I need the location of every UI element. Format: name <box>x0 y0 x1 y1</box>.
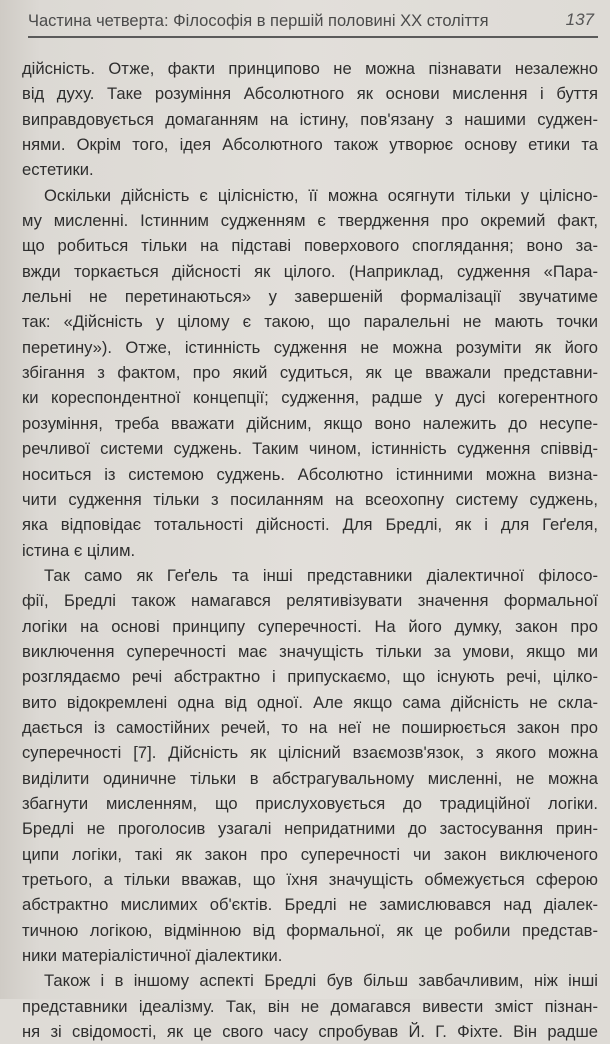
text-line: лельні не перетинаються» у завершеній формалізації звучатиме <box>22 287 598 307</box>
text-line: виділити одиничне тільки в абстрагувальному мисленні, не можна <box>22 768 598 788</box>
text-line: істина є цілим. <box>22 540 136 560</box>
text-line: яка відповідає тотальності дійсності. Для Бредлі, як і для Геґеля, <box>22 515 598 535</box>
text-line: чити судження тільки з посиланням на всеохопну систему суджень, <box>22 489 598 509</box>
chapter-title: Частина четверта: Філософія в першій половині XX століття <box>28 12 489 30</box>
text-line: виправдовується домаганням на істину, пов'язану з нашими суджен- <box>22 109 598 129</box>
text-line: перетину»). Отже, істинність судження не можна розуміти як його <box>22 337 598 357</box>
text-line: Бредлі не проголосив узагалі непридатними до застосування прин- <box>22 819 598 839</box>
text-line: му мисленні. Істинним судженням є твердження про окремий факт, <box>22 211 598 231</box>
text-line: збагнути мисленням, що прислуховується до традиційної логіки. <box>22 793 598 813</box>
text-line: так: «Дійсність у цілому є такою, що паралельні не мають точки <box>22 312 598 332</box>
text-line: суперечності [7]. Дійсність як цілісний взаємозв'язок, з якого можна <box>22 743 598 763</box>
text-line: дійсність. Отже, факти принципово не можна пізнавати незалежно <box>22 59 598 78</box>
text-line: виключення суперечності має значущість тільки за умови, якщо ми <box>22 641 598 661</box>
text-line: вито відокремлені одна від одної. Але якщо сама дійсність не скла- <box>22 692 598 712</box>
text-line: збігання з фактом, про який судиться, як це вважали представни- <box>22 363 598 383</box>
text-line: третього, а тільки вважав, що їхня значущість обмежується сферою <box>22 870 598 889</box>
text-line: представники ідеалізму. Так, він не домагався вивести зміст пізнан- <box>22 996 598 1016</box>
body-text <box>22 56 598 1044</box>
text-line: абстрактно мислимих об'єктів. Бредлі не замислювався над діалек- <box>22 895 598 915</box>
text-line: Оскільки дійсність є цілісністю, її можна осягнути тільки у цілісно- <box>44 185 598 205</box>
text-line: вжди торкається дійсності як цілого. (Наприклад, судження «Пара- <box>22 261 598 281</box>
text-line: дається із самостійних речей, то на неї не поширюється закон про <box>22 717 598 737</box>
text-line: Так само як Геґель та інші представники діалектичної філосо- <box>44 565 598 585</box>
text-line: ципи логіки, такі як закон про суперечності чи закон виключеного <box>22 844 598 864</box>
text-line: тичною логікою, відмінною від формальної, як це робили представ- <box>22 920 598 940</box>
text-line: розглядаємо речі абстрактно і припускаємо, що існують речі, цілко- <box>22 667 598 687</box>
page-number: 137 <box>565 10 594 29</box>
text-line: ники матеріалістичної діалектики. <box>22 946 283 966</box>
text-line: естетики. <box>22 160 94 180</box>
text-line: носиться із системою суджень. Абсолютно істинними можна визна- <box>22 464 598 484</box>
running-header <box>28 8 598 38</box>
text-line: логіки на основі принципу суперечності. На його думку, закон про <box>22 616 598 636</box>
text-line: розуміння, треба вважати дійсним, якщо воно належить до несупе- <box>22 413 598 433</box>
text-line: ки кореспондентної концепції; судження, радше у дусі когерентного <box>22 388 598 408</box>
text-line: Також і в іншому аспекті Бредлі був більш завбачливим, ніж інші <box>44 971 598 991</box>
text-line: речливої системи суджень. Таким чином, істинність судження співвід- <box>22 439 598 459</box>
text-line: що робиться тільки на підставі поверхового споглядання; воно за- <box>22 236 598 256</box>
text-line: від духу. Таке розуміння Абсолютного як основи мислення і буття <box>22 84 598 104</box>
text-line: нями. Окрім того, ідея Абсолютного також утворює основу етики та <box>22 135 598 155</box>
text-line: фії, Бредлі також намагався релятивізувати значення формальної <box>22 591 598 611</box>
text-line: ня зі свідомості, як це свого часу спробував Й. Г. Фіхте. Він радше <box>22 1022 598 1042</box>
